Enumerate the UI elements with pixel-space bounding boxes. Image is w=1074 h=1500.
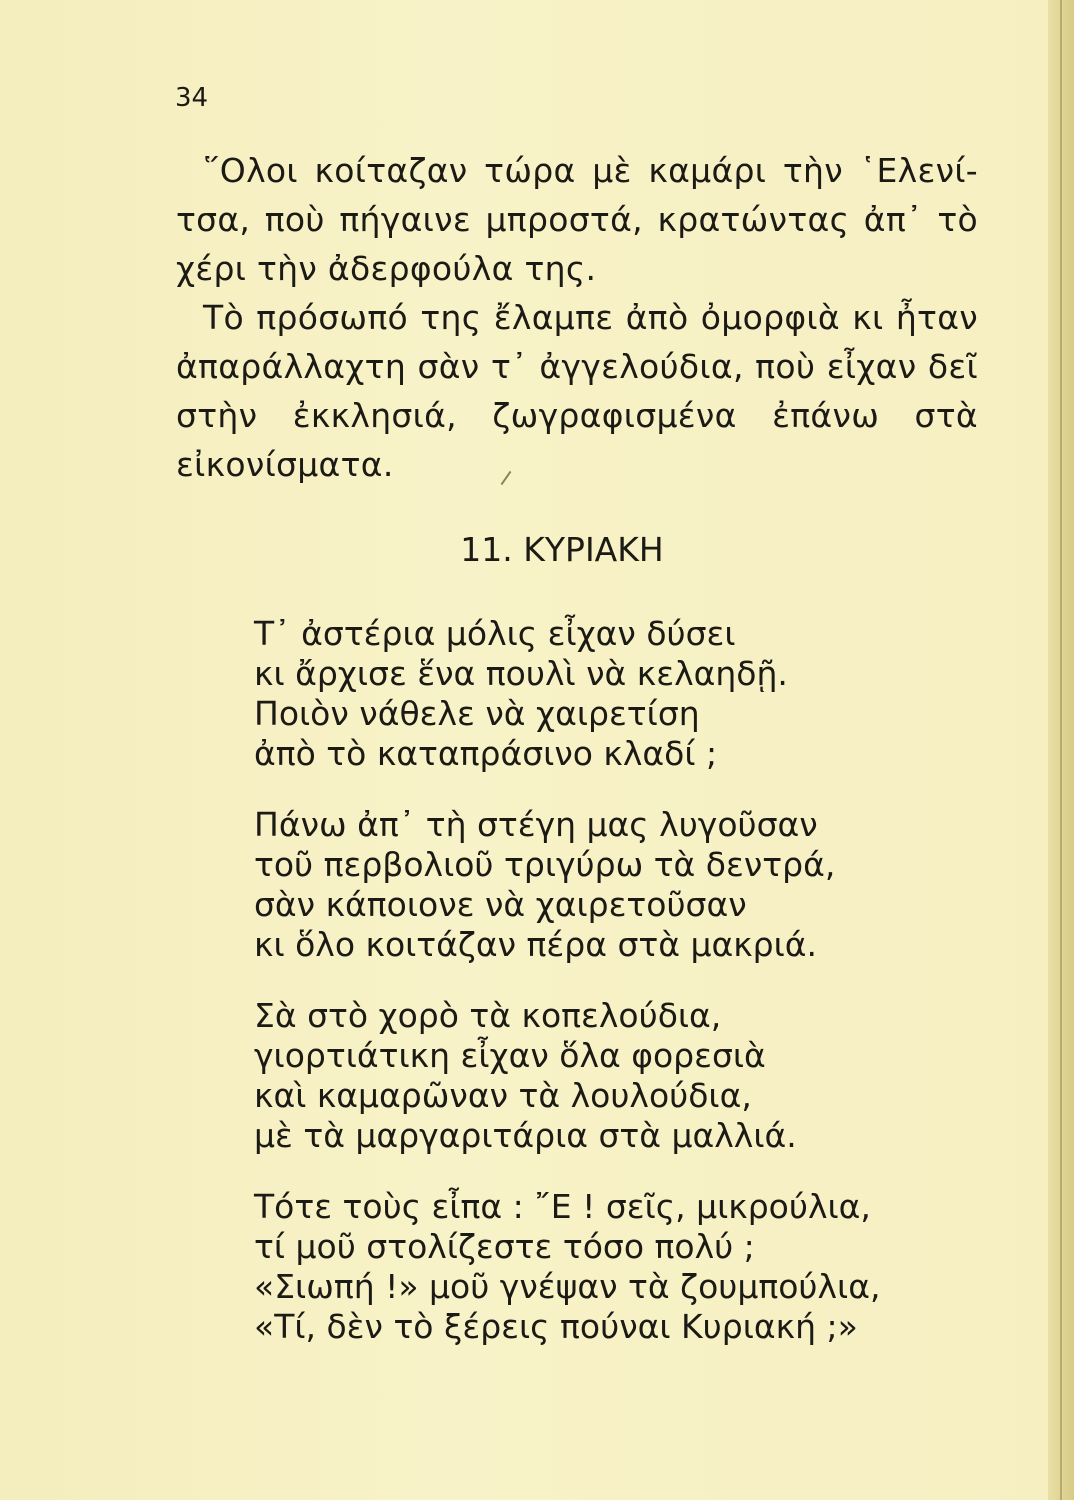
poem-line: μὲ τὰ μαργαριτάρια στὰ μαλλιά. (254, 1116, 797, 1155)
poem-line: καὶ καμαρῶναν τὰ λουλούδια, (254, 1076, 752, 1115)
page-edge-line (1060, 0, 1062, 1500)
poem-line: Τότε τοὺς εἶπα : ῎Ε ! σεῖς, μικρούλια, (254, 1187, 871, 1226)
poem-line: κι ἄρχισε ἕνα πουλὶ νὰ κελαηδῇ. (254, 654, 788, 693)
poem-line: τοῦ περβολιοῦ τριγύρω τὰ δεντρά, (254, 845, 836, 884)
paragraph-1: ῞Ολοι κοίταζαν τώρα μὲ καμάρι τὴν ῾Ελενί-τσα, ποὺ πήγαινε μπροστά, κρατώντας ἀπ᾽ τὸ χέρι τὴν ἀδερφούλα της. (176, 151, 978, 288)
prose-section (176, 146, 978, 489)
poem-line: σὰν κάποιονε νὰ χαιρετοῦσαν (254, 885, 747, 924)
paragraph-2: Τὸ πρόσωπό της ἔλαμπε ἀπὸ ὀμορφιὰ κι ἦταν ἀπαράλλαχτη σὰν τ᾽ ἀγγελούδια, ποὺ εἶχαν δεῖ στὴν ἐκκλησιά, ζωγραφισμένα ἐπάνω στὰ εἰκονίσματα. (176, 298, 978, 484)
poem-line: Πάνω ἀπ᾽ τὴ στέγη μας λυγοῦσαν (254, 805, 818, 844)
stanza-4 (254, 1187, 880, 1347)
stanza-1 (254, 614, 880, 774)
poem-line: «Σιωπή !» μοῦ γνέψαν τὰ ζουμπούλια, (254, 1267, 881, 1306)
stanza-3 (254, 996, 880, 1156)
chapter-heading: 11. ΚΥΡΙΑΚΗ (460, 530, 664, 569)
poem-line: Τ᾽ ἀστέρια μόλις εἶχαν δύσει (254, 614, 736, 653)
poem-line: «Τί, δὲν τὸ ξέρεις πούναι Κυριακή ;» (254, 1307, 858, 1346)
poem (254, 614, 880, 1378)
poem-line: Σὰ στὸ χορὸ τὰ κοπελούδια, (254, 996, 722, 1035)
poem-line: γιορτιάτικη εἶχαν ὅλα φορεσιὰ (254, 1036, 766, 1075)
stanza-2 (254, 805, 880, 965)
poem-line: Ποιὸν νάθελε νὰ χαιρετίση (254, 694, 700, 733)
poem-line: κι ὅλο κοιτάζαν πέρα στὰ μακριά. (254, 925, 818, 964)
poem-line: ἀπὸ τὸ καταπράσινο κλαδί ; (254, 734, 718, 773)
poem-line: τί μοῦ στολίζεστε τόσο πολύ ; (254, 1227, 755, 1266)
page-number: 34 (175, 83, 209, 113)
